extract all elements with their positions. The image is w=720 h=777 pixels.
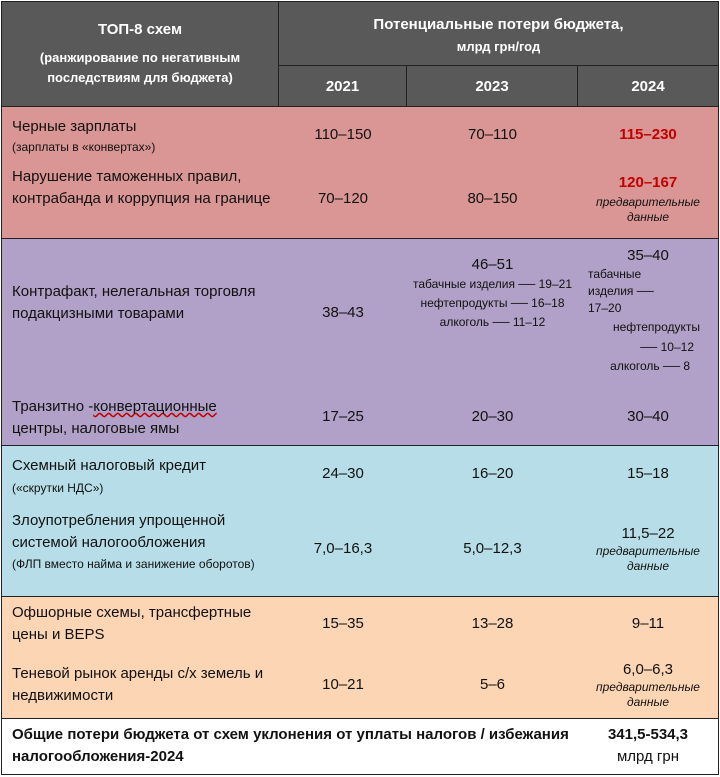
- cell-2023: 5–6: [479, 676, 506, 693]
- cell-2024: 35–40 табачные изделия ── 17–20 нефтепродукты ── 10–12 алкоголь ── 8: [588, 247, 700, 373]
- header-year-2023: 2023: [407, 66, 578, 106]
- cell-2021: 70–120: [317, 190, 369, 207]
- cell-2024: 15–18: [627, 465, 669, 482]
- row-name: Контрафакт, нелегальная торговля подакцизными товарами: [12, 283, 256, 322]
- cell-2023: 13–28: [471, 615, 514, 632]
- cell-2021: 10–21: [322, 676, 364, 693]
- header-losses-unit: млрд грн/год: [456, 39, 541, 54]
- total-row: [2, 718, 718, 774]
- row-name: Транзитно -конвертационные центры, налоговые ямы: [12, 398, 217, 437]
- table-row: [2, 238, 718, 390]
- cell-2021: 17–25: [322, 408, 364, 425]
- row-name: Злоупотребления упрощенной системой налогообложения (ФЛП вместо найма и занижение оборотов): [12, 512, 255, 571]
- header-schemes-subtitle: (ранжирование по негативным последствиям для бюджета): [39, 49, 241, 85]
- row-name: Нарушение таможенных правил, контрабанда и коррупция на границе: [12, 168, 271, 207]
- budget-losses-table: [1, 1, 719, 775]
- table-header: [2, 2, 718, 106]
- cell-2023: 80–150: [467, 190, 518, 207]
- cell-2023: 16–20: [471, 465, 514, 482]
- header-losses-title: Потенциальные потери бюджета,: [373, 16, 624, 33]
- row-name: Теневой рынок аренды с/х земель и недвижимости: [12, 665, 264, 704]
- cell-2021: 110–150: [314, 126, 372, 143]
- cell-2023: 46–51 табачные изделия ── 19–21 нефтепродукты ── 16–18 алкоголь ── 11–12: [412, 256, 573, 329]
- header-year-2021: 2021: [279, 66, 407, 106]
- row-name: Офшорные схемы, трансфертные цены и BEPS: [12, 604, 252, 643]
- cell-2021: 7,0–16,3: [313, 540, 373, 557]
- cell-2023: 70–110: [468, 126, 517, 143]
- table-row: [2, 162, 718, 238]
- total-value-cell: 341,5-534,3 млрд грн: [607, 726, 689, 765]
- cell-2021: 24–30: [322, 465, 364, 482]
- header-schemes-title: ТОП-8 схем: [97, 20, 183, 38]
- cell-2024: 6,0–6,3 предварительные данные: [596, 661, 700, 709]
- row-name: Схемный налоговый кредит («скрутки НДС»): [12, 457, 207, 495]
- cell-2024: 120–167 предварительные данные: [596, 174, 700, 224]
- table-row: [2, 106, 718, 158]
- table-row: [2, 658, 718, 718]
- cell-2021: 15–35: [322, 615, 364, 632]
- cell-2023: 20–30: [471, 408, 514, 425]
- table-row: [2, 445, 718, 499]
- cell-2024: 115–230: [619, 126, 677, 143]
- table-row: [2, 394, 718, 444]
- cell-2023: 5,0–12,3: [463, 540, 522, 557]
- table-row: [2, 507, 718, 595]
- table-row: [2, 596, 718, 652]
- cell-2024: 9–11: [631, 615, 665, 632]
- header-losses-cell: [279, 2, 718, 66]
- cell-2024: 30–40: [627, 408, 669, 425]
- cell-2021: 38–43: [322, 304, 364, 321]
- header-year-2024: 2024: [631, 77, 665, 95]
- total-label: Общие потери бюджета от схем уклонения от уплаты налогов / избежания налогообложения-2024: [12, 726, 569, 765]
- header-schemes-cell: [2, 2, 279, 106]
- row-name: Черные зарплаты (зарплаты в «конвертах»): [12, 118, 156, 154]
- cell-2024: 11,5–22 предварительные данные: [596, 525, 700, 573]
